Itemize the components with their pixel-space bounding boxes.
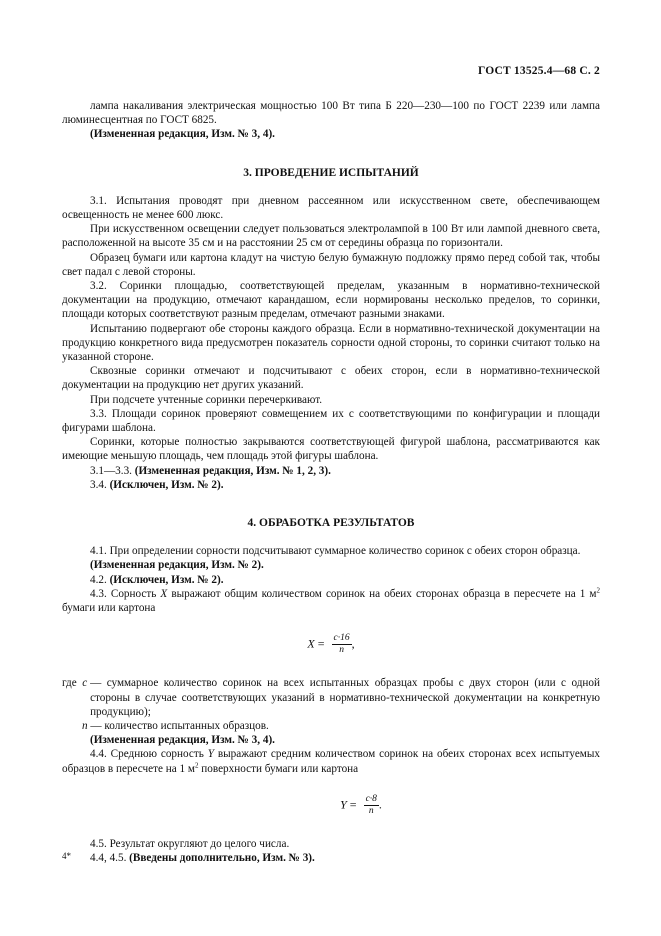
- s4-45-amend-prefix: 4.4, 4.5.: [90, 851, 127, 864]
- s3-excluded-text: (Исключен, Изм. № 2).: [109, 478, 224, 491]
- formula-x-tail: ,: [351, 636, 355, 651]
- s3-paragraph: 3.1. Испытания проводят при дневном рассеянном или искусственном свете, обеспечивающем освещенность не менее 600 люкс.: [62, 194, 600, 222]
- formula-x-numerator: c·16: [333, 633, 350, 644]
- formula-y-eq: =: [349, 796, 357, 811]
- where-c-term: [62, 676, 90, 719]
- s4-43-sup: 2: [596, 586, 601, 595]
- formula-y-numerator: c·8: [365, 793, 377, 804]
- s4-paragraph-41: 4.1. При определении сорности подсчитывают суммарное количество соринок с обеих сторон образца.: [90, 545, 581, 558]
- s4-44-text-c: поверхности бумаги или картона: [201, 762, 359, 775]
- s3-excluded-prefix: 3.4.: [90, 478, 107, 491]
- document-body: [62, 99, 600, 865]
- s3-paragraph: 3.3. Площади соринок проверяют совмещением их с соответствующими по конфигурации и площади фигурами шаблона.: [62, 407, 600, 435]
- s4-44-text-b: выражают средним количеством соринок на обеих сторонах всех испытуемых образцов в пересчете на 1 м: [62, 748, 600, 775]
- s4-43-var: X: [160, 587, 168, 600]
- where-label: где: [62, 677, 77, 690]
- s4-amendment-43: (Измененная редакция, Изм. № 3, 4).: [90, 734, 275, 747]
- formula-y: [62, 794, 600, 817]
- s3-excluded-line: [62, 478, 600, 492]
- c-definition: — суммарное количество соринок на всех испытанных образцах пробы с двух сторон (или с одной стороны в случае соответствующих указаний в нормативно-технической документации на конкретную продукцию);: [90, 677, 600, 718]
- s4-paragraph-43: [62, 587, 600, 615]
- s3-paragraph: При подсчете учтенные соринки перечеркивают.: [90, 393, 323, 406]
- c-variable: c: [82, 677, 88, 690]
- s4-44-text-a: 4.4. Среднюю сорность: [90, 748, 204, 761]
- n-variable: n: [82, 719, 88, 732]
- s4-45-amend-text: (Введены дополнительно, Изм. № 3).: [129, 851, 315, 864]
- formula-x-eq: =: [317, 636, 325, 651]
- s3-paragraph: Испытанию подвергают обе стороны каждого образца. Если в нормативно-технической документации на продукцию конкретного вида предусмотрен показатель сорности одной стороны, то соринки считают только на указанной стороне.: [62, 322, 600, 364]
- intro-paragraph: лампа накаливания электрическая мощностью 100 Вт типа Б 220—230—100 по ГОСТ 2239 или лампа люминесцентная по ГОСТ 6825.: [62, 100, 600, 127]
- s4-paragraph-44: [62, 747, 600, 775]
- s4-excluded-42: [62, 573, 600, 587]
- page-header: ГОСТ 13525.4—68 С. 2: [477, 65, 600, 77]
- section-3-title: 3. ПРОВЕДЕНИЕ ИСПЫТАНИЙ: [243, 166, 419, 179]
- formula-x-fraction: [332, 633, 352, 656]
- s4-42-prefix: 4.2.: [90, 573, 107, 586]
- page-footer-mark: 4*: [62, 851, 71, 861]
- s4-amendment-41: (Измененная редакция, Изм. № 2).: [90, 559, 264, 572]
- s3-paragraph: Образец бумаги или картона кладут на чистую белую бумажную подложку прямо перед собой так, чтобы свет падал с левой стороны.: [62, 251, 600, 278]
- s4-43-text-b: выражают общим количеством соринок на обеих сторонах образца в пересчете на 1 м: [171, 587, 597, 600]
- document-page: [62, 0, 600, 936]
- s4-43-text-a: 4.3. Сорность: [90, 587, 157, 600]
- section-4-title: 4. ОБРАБОТКА РЕЗУЛЬТАТОВ: [247, 517, 415, 530]
- formula-y-fraction: [364, 794, 379, 817]
- n-definition: — количество испытанных образцов.: [90, 719, 269, 732]
- s3-amendment-text: (Измененная редакция, Изм. № 1, 2, 3).: [134, 464, 331, 477]
- formula-x: [62, 633, 600, 656]
- s4-43-text-c: бумаги или картона: [62, 602, 156, 615]
- s4-amendment-45: [62, 851, 600, 865]
- formula-x-lhs: X: [307, 636, 315, 651]
- s3-amendment-line: [62, 464, 600, 478]
- s3-amendment-prefix: 3.1—3.3.: [90, 464, 132, 477]
- formula-y-tail: .: [378, 796, 382, 811]
- where-c-definition: [62, 676, 600, 719]
- intro-amendment: (Измененная редакция, Изм. № 3, 4).: [90, 128, 275, 141]
- where-n-definition: [62, 719, 600, 733]
- formula-x-denominator: n: [339, 645, 344, 656]
- s3-paragraph: 3.2. Соринки площадью, соответствующей пределам, указанным в нормативно-технической документации на продукцию, отмечают карандашом, если нормированы несколько пределов, то соринки, площади которых соответствуют разным пределам, отмечают разными знаками.: [62, 280, 600, 321]
- formula-y-denominator: n: [368, 805, 374, 816]
- s4-44-sup: 2: [195, 760, 199, 769]
- s4-42-text: (Исключен, Изм. № 2).: [109, 573, 224, 586]
- s4-paragraph-45: 4.5. Результат округляют до целого числа.: [90, 837, 290, 850]
- s3-paragraph: При искусственном освещении следует пользоваться электролампой в 100 Вт или лампой дневного света, расположенной на высоте 35 см и на расстоянии 25 см от середины образца по горизонтали.: [62, 223, 600, 250]
- formula-y-lhs: Y: [340, 796, 347, 811]
- s3-paragraph: Сквозные соринки отмечают и подсчитывают с обеих сторон, если в нормативно-технической документации на продукцию нет других указаний.: [62, 365, 600, 392]
- s4-44-var: Y: [207, 748, 214, 761]
- s3-paragraph: Соринки, которые полностью закрываются соответствующей фигурой шаблона, рассматриваются как имеющие меньшую площадь, чем площадь этой фигуры шаблона.: [62, 436, 600, 463]
